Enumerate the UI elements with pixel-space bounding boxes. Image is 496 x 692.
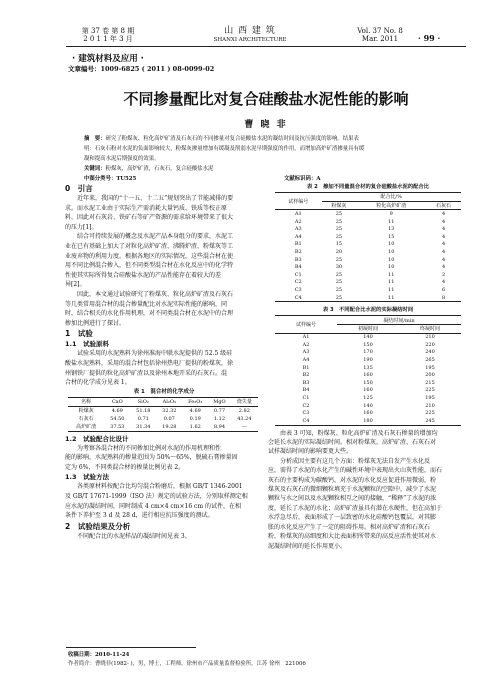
author-bio: 作者简介：曹晓非(1982- )，男，博士，工程师，徐州市产品质量监督检验所，江苏 徐州 221006 (68, 661, 306, 667)
author: 曹 晓 非 (244, 120, 288, 130)
clc-number: 中图分类号：TU525 文献标识码：A (84, 176, 321, 182)
section-1-title: 1 试验 (65, 329, 93, 339)
table-3-header-top: 试样编号 凝结时间/min (275, 316, 461, 325)
header-date: 2 0 1 1 年 3 月 (83, 35, 133, 43)
journal-title-cn: 山 西 建 筑 (224, 26, 276, 36)
table-row: C4 25 11 8 (294, 294, 446, 301)
intro-paragraphs: 近年来，我国的“十一五、十二五”规划突出了节能减排的要 求。而水泥工业由于实际生产需消耗大量钙质、铁质等校正原 料，因此对石灰岩、铁矿石等矿产资源的需求给环境带来了很大 的压力[1]。 结合可持续发展的概念及水泥产品本身组分的要求，水泥工 业在已有基础上加大了对粒化高炉矿渣、沸腾炉渣、粉煤灰等工 业废弃物的利用力度。根据各地区的实际情况，这些混合材在使 用不同比例混合掺入，但不同类型混合材在水化反应中的化学特 性使其实际所得复合硅酸盐水泥的产品性能存在着较大的差 异[2]。 因此，本文通过试验研究了粉煤灰、粒化高炉矿渣及石灰石 等几类常用混合材的混合掺量配比对水泥实际性能的影响，同 时，结合相关的水化作用机理，对不同类混合材在水泥中的合理 掺加比例进行了探讨。 (65, 195, 234, 327)
page-number: · 99 · (418, 33, 441, 43)
section-label: · 建筑材料及应用 · (72, 54, 144, 64)
table-row: 粉煤灰 4.69 51.18 32.32 4.69 0.77 2.82 (78, 407, 250, 415)
header-center (160, 27, 340, 44)
table-row: B2 160 200 (302, 372, 435, 379)
header-rule (66, 46, 466, 47)
analysis-paragraphs: 由表 3 可知，粉煤灰、粒化高炉矿渣及石灰石掺量的增加均 会延长水泥的实际凝结时间。相对粉煤灰，高炉矿渣、石灰石对 试样凝结时间的影响要更大些。 分析成因主要有这几个方面：粉煤灰无法自发产生水化反 应，需得了水泥的水化产生的碱性环境中表现出火山灰性能，而石 灰石的主要构成为碳酸钙，对水泥的水化反应促进作用微弱，粉 煤灰及石灰石的微细颗粒填充于水泥颗粒的空隙中，减少了水泥 颗粒与水之间以及水泥颗粒相互之间的接触，“稀释”了水泥的浓 度，延长了水泥的水化；高炉矿渣虽具有潜在水硬性，但在高加于 水浮急尽后，表面形成了一层致密的水化硅酸钙包覆层，对其膨 胀的水化反应产生了一定的阻碍作用。相对高炉矿渣和石灰石 粉，粉煤灰的高细度和大比表面积所带来的高反应活性使其对水 泥凝结时间的延长作用更小。 (268, 429, 443, 550)
table-row: C4 180 245 (302, 417, 435, 424)
abstract-label: 摘 要： (84, 136, 106, 142)
table-1-caption: 表 1 混合材的化学成分 (133, 388, 195, 395)
table-row: A2 150 220 (302, 341, 435, 348)
section-1-2-title: 1.2 试验配合比设计 (65, 434, 129, 443)
table-row: C3 160 225 (302, 410, 435, 417)
header-issue: 第 37 卷 第 8 期 (81, 27, 135, 35)
table-row: A1 25 9 4 (294, 210, 446, 217)
mix-design-paragraph: 为考察各混合材的不同掺加比例对水泥的作用机理和性 能的影响，水泥熟料的掺量范围为 50%～65%，脱硫石膏掺量固 定为 6%，不同类混合材的掺量比例见表 2。 (65, 444, 238, 471)
paper-title: 不同掺量配比对复合硅酸盐水泥性能的影响 (123, 90, 409, 108)
table-1 (68, 397, 258, 432)
table-row: 石灰石 54.50 0.71 0.07 0.19 1.12 43.24 (78, 415, 252, 423)
table-row: C2 140 210 (302, 402, 435, 409)
section-0-title: 0 引言 (65, 184, 93, 193)
header-left (68, 27, 148, 43)
table-row: C2 25 11 4 (294, 279, 446, 286)
table-row: A3 25 13 4 (294, 226, 446, 233)
table-row: B4 160 225 (302, 387, 435, 394)
method-paragraph: 各类原材料按配合比均匀混合粉磨后，根据 GB/T 1346-2001 及 GB/T 17671-1999（ISO 法）规定的试验方法，分别取样测定相 应水泥的凝结时间，同时制成 4 cm×4 cm×16 cm 的试件，在相 条件下养护至 3 d 及 28 d，进行相应抗压强度的测试。 (65, 483, 248, 520)
header-right (345, 27, 415, 43)
section-1-1-title: 1.1 试验原料 (65, 340, 110, 349)
table-2 (275, 192, 461, 302)
table-3 (275, 315, 461, 425)
materials-paragraph: 试验采用的水泥熟料为徐州准海中联水泥提供的 52.5 级硅 酸盐水泥熟料，采用的混合材包括徐州热电厂提供的粉煤灰，徐 州钢铁厂提供的粒化高炉矿渣以及徐州本地开采的石灰石。混 合材的化学成分见表 1。 (65, 350, 234, 387)
table-row: B1 135 195 (302, 364, 435, 371)
table-2-caption: 表 2 掺加不同量混合材的复合硅酸盐水泥的配合比 (306, 184, 430, 190)
right-column (268, 183, 468, 551)
abstract-line-1: 摘 要：研究了粉煤灰、粒化高炉矿渣及石灰石的不同掺量对复合硅酸盐水泥的凝结时间及抗压强度的影响。结果表 (84, 136, 359, 142)
doc-code: 文献标识码：A (284, 176, 321, 182)
table-row: 高炉矿渣 37.53 31.34 19.28 1.62 8.94 — (76, 423, 247, 431)
received-date: 收稿日期：2010-11-24 (68, 652, 130, 658)
table-row: A3 170 240 (302, 349, 435, 356)
results-paragraph: 不同配合比的水泥样品的凝结时间见表 3。 (65, 532, 191, 540)
table-row: A4 25 15 4 (294, 233, 446, 240)
table-1-header: 名称 CaO SiO₂ Al₂O₃ Fe₂O₃ MgO 烧失量 (68, 397, 258, 406)
table-2-header: 粉煤灰 粒化高炉矿渣 石灰石 (275, 201, 461, 210)
table-row: B3 150 215 (302, 379, 435, 386)
table-row: A1 140 210 (302, 334, 435, 341)
keywords: 关键词：粉煤灰，高炉矿渣，石灰石，复合硅酸盐水泥 (84, 166, 214, 172)
abstract-line-2: 明：石灰石粉对水泥的负面影响较大，粉煤灰掺量增加有缓凝及削弱水泥早期强度的作用，而增加高炉矿渣掺量具有缓 (84, 146, 365, 152)
section-1-3-title: 1.3 试验方法 (65, 473, 110, 482)
table-2-header-top: 试样编号 配合比/% (275, 193, 461, 202)
table-row: B1 15 10 4 (294, 241, 446, 248)
table-row: A4 190 265 (302, 357, 435, 364)
table-row: B3 25 10 4 (294, 256, 446, 263)
left-column (65, 183, 263, 541)
abstract-line-3: 凝和提高水泥后期强度的效果。 (84, 156, 160, 162)
journal-title-en: SHANXI ARCHITECTURE (213, 37, 287, 43)
table-row: B2 20 10 4 (294, 248, 446, 255)
table-row: B4 30 10 4 (294, 264, 446, 271)
table-row: A2 25 11 4 (294, 218, 446, 225)
table-row: C1 25 11 2 (294, 271, 446, 278)
keywords-label: 关键词： (84, 166, 106, 172)
table-3-caption: 表 3 不同配合比水泥的实际凝结时间 (322, 307, 414, 314)
header-volume: Vol. 37 No. 8 (357, 27, 403, 35)
footer-rule (66, 647, 196, 648)
article-number: 文章编号：1009-6825 ( 2011 ) 08-0099-02 (68, 65, 215, 73)
table-3-header: 初凝时间 终凝时间 (275, 324, 461, 333)
table-row: C3 25 11 6 (294, 286, 446, 293)
header-month: Mar. 2011 (361, 35, 399, 43)
section-2-title: 2 试验结果及分析 (65, 521, 131, 531)
abstract (84, 134, 454, 184)
footer (68, 651, 458, 669)
table-row: C1 125 195 (302, 395, 435, 402)
